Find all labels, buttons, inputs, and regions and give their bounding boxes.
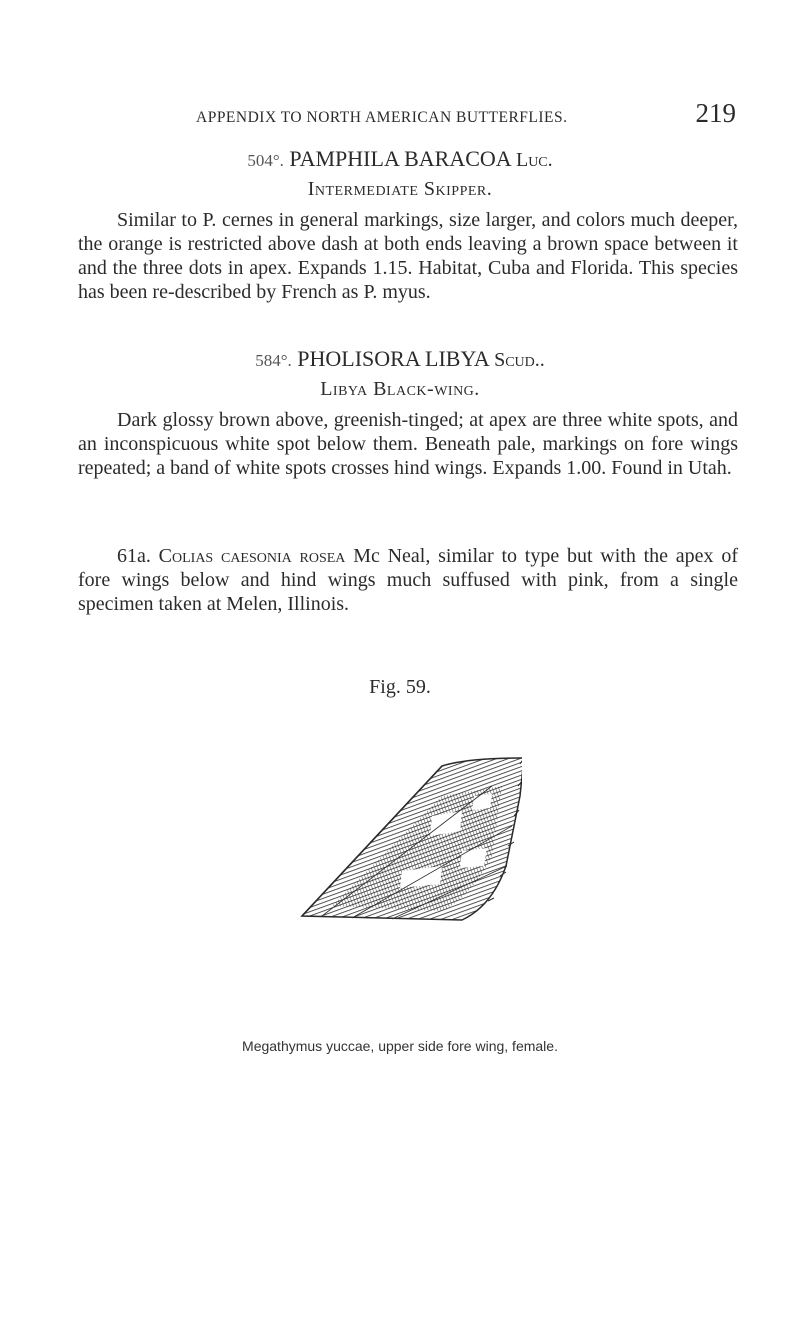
entry-number: 504°.: [247, 151, 284, 170]
note-text: Mc Neal, similar to type but with the apex of fore wings below and hind wings much suffused with pink, from a single specimen taken at Melen, Illinois.: [78, 545, 738, 615]
entry-heading-pholisora: [0, 346, 800, 372]
note-species-name: Colias caesonia rosea: [158, 545, 346, 567]
entry-heading-pamphila: [0, 146, 800, 172]
running-head: [196, 98, 736, 129]
figure-caption: Megathymus yuccae, upper side fore wing, female.: [242, 1038, 558, 1054]
wing-engraving: [292, 756, 522, 922]
species-name: PHOLISORA LIBYA: [297, 346, 489, 371]
note-colias: [78, 544, 738, 616]
species-author: Luc.: [515, 149, 553, 171]
common-name-pamphila: Intermediate Skipper.: [307, 178, 493, 200]
figure-label: Fig. 59.: [369, 676, 431, 698]
description-pamphila: Similar to P. cernes in general markings, size larger, and colors much deeper, the orange is restricted above dash at both ends leaving a brown space between it and the three dots in apex. Expands 1.15. Habitat, Cuba and Florida. This species has been re-described by French as P. myus.: [78, 209, 738, 303]
species-author: Scud..: [494, 349, 545, 371]
running-title: APPENDIX TO NORTH AMERICAN BUTTERFLIES.: [196, 109, 568, 126]
fore-wing-illustration: [292, 756, 522, 922]
species-name: PAMPHILA BARACOA: [289, 146, 511, 171]
page-number: 219: [695, 98, 736, 128]
entry-number: 584°.: [255, 351, 292, 370]
note-number: 61a.: [117, 545, 151, 567]
common-name-pholisora: Libya Black-wing.: [320, 378, 480, 400]
description-pholisora: Dark glossy brown above, greenish-tinged; at apex are three white spots, and an inconspicuous white spot below them. Beneath pale, markings on fore wings repeated; a band of white spots crosses hind wings. Expands 1.00. Found in Utah.: [78, 409, 738, 479]
